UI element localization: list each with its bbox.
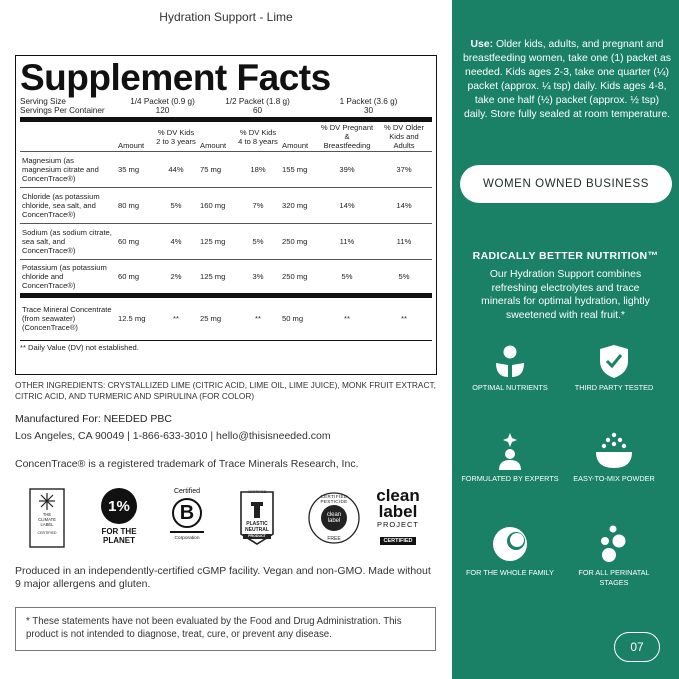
feature-third-party-tested: THIRD PARTY TESTED [564, 343, 664, 393]
use-label: Use: [470, 39, 494, 50]
page-number: 07 [614, 632, 660, 662]
tested-shield-icon [596, 343, 632, 379]
table-header-row [20, 122, 432, 152]
dv-kids-4-8-header: % DV Kids 4 to 8 years [238, 127, 278, 146]
other-ingredients: OTHER INGREDIENTS: CRYSTALLIZED LIME (CITRIC ACID, LIME OIL, LIME JUICE), MONK FRUIT EXTRACT, CITRIC ACID, AND TURMERIC AND SPIRULINA (FOR COLOR) [15, 380, 436, 401]
product-title: Hydration Support - Lime [159, 10, 293, 24]
amount-header: Amount [282, 141, 309, 150]
product-description: Our Hydration Support combines refreshing electrolytes and trace minerals for optimal hydration, lightly sweetened with real fruit.* [481, 269, 650, 321]
expert-icon [492, 432, 528, 470]
plastic-neutral-logo: CERTIFIED PLASTIC NEUTRAL PRODUCT [237, 488, 277, 550]
family-icon [490, 524, 530, 564]
feature-perinatal-stages: FOR ALL PERINATAL STAGES [564, 524, 664, 587]
servings-count-quarter: 120 [155, 106, 170, 115]
feature-formulated-by-experts: FORMULATED BY EXPERTS [460, 432, 560, 484]
manufactured-for: Manufactured For: NEEDED PBC [15, 413, 172, 425]
dv-kids-2-3-header: % DV Kids 2 to 3 years [156, 127, 196, 146]
one-percent-planet-logo: 1% FOR THE PLANET [93, 488, 145, 550]
trademark-note: ConcenTrace® is a registered trademark of Trace Minerals Research, Inc. [15, 458, 359, 470]
b-corp-logo: Certified B Corporation [167, 488, 207, 550]
tagline: RADICALLY BETTER NUTRITION™ [472, 250, 659, 262]
dv-pregnant-header: % DV Pregnant & Breastfeeding [320, 123, 374, 150]
women-owned-badge: WOMEN OWNED BUSINESS [460, 165, 672, 203]
table-row: Potassium (as potassium chloride and ConcenTrace®) 60 mg 2% 125 mg 3% 250 mg 5% 5% [20, 260, 432, 296]
use-text: Older kids, adults, and pregnant and breastfeeding women, take one (1) packet as needed. Kids ages 2-3, take one quarter (¼) packet (approx. ¼ tsp) daily. Kids ages 4-8, take one half (½) packet (approx. ½ tsp) daily. Store fully sealed at room temperature. [463, 39, 671, 120]
amount-header: Amount [200, 141, 227, 150]
right-panel [452, 0, 679, 679]
nutrients-icon [492, 343, 528, 379]
usage-instructions [462, 38, 672, 122]
serving-size-label: Serving Size [20, 97, 66, 106]
powder-bowl-icon [594, 432, 634, 470]
serving-info [20, 97, 432, 115]
servings-count-full: 30 [363, 106, 374, 115]
climate-label-logo: THE CLIMATE LABEL CERTIFIED [29, 488, 65, 550]
feature-optimal-nutrients: OPTIMAL NUTRIENTS [460, 343, 560, 393]
serving-size-quarter: 1/4 Packet (0.9 g) [130, 97, 195, 106]
serving-size-full: 1 Packet (3.6 g) [339, 97, 398, 106]
pesticide-free-logo: CERTIFIED PESTICIDE FREE clean label [307, 488, 361, 550]
table-row: Magnesium (as magnesium citrate and ConcenTrace®) 35 mg 44% 75 mg 18% 155 mg 39% 37% [20, 152, 432, 188]
servings-count-half: 60 [252, 106, 263, 115]
production-note: Produced in an independently-certified cGMP facility. Vegan and non-GMO. Made without 9 major allergens and gluten. [15, 565, 431, 590]
dv-older-header: % DV Older Kids and Adults [383, 123, 425, 150]
dv-footnote: ** Daily Value (DV) not established. [20, 340, 432, 352]
feature-whole-family: FOR THE WHOLE FAMILY [460, 524, 560, 578]
feature-easy-to-mix: EASY-TO-MIX POWDER [564, 432, 664, 484]
table-row: Sodium (as sodium citrate, sea salt, and ConcenTrace®) 60 mg 4% 125 mg 5% 250 mg 11% 11% [20, 224, 432, 260]
serving-size-half: 1/2 Packet (1.8 g) [225, 97, 290, 106]
supplement-facts-title: Supplement Facts [20, 57, 331, 98]
table-row-trace-mineral: Trace Mineral Concentrate (from seawater) (ConcenTrace®) 12.5 mg ** 25 mg ** 50 mg ** ** [20, 296, 432, 340]
contact-address: Los Angeles, CA 90049 | 1-866-633-3010 | hello@thisisneeded.com [15, 430, 331, 442]
certification-logos [15, 488, 435, 550]
servings-per-container-label: Servings Per Container [20, 106, 105, 115]
nutrient-table [20, 122, 432, 340]
clean-label-project-logo: clean label PROJECT CERTIFIED [376, 486, 420, 544]
supplement-facts-panel [15, 55, 437, 375]
amount-header: Amount [118, 141, 145, 150]
table-row: Chloride (as potassium chloride, sea salt, and ConcenTrace®) 80 mg 5% 160 mg 7% 320 mg 14% 14% [20, 188, 432, 224]
perinatal-icon [596, 524, 632, 564]
fda-disclaimer: * These statements have not been evaluated by the Food and Drug Administration. This product is not intended to diagnose, treat, cure, or prevent any disease. [15, 607, 436, 651]
